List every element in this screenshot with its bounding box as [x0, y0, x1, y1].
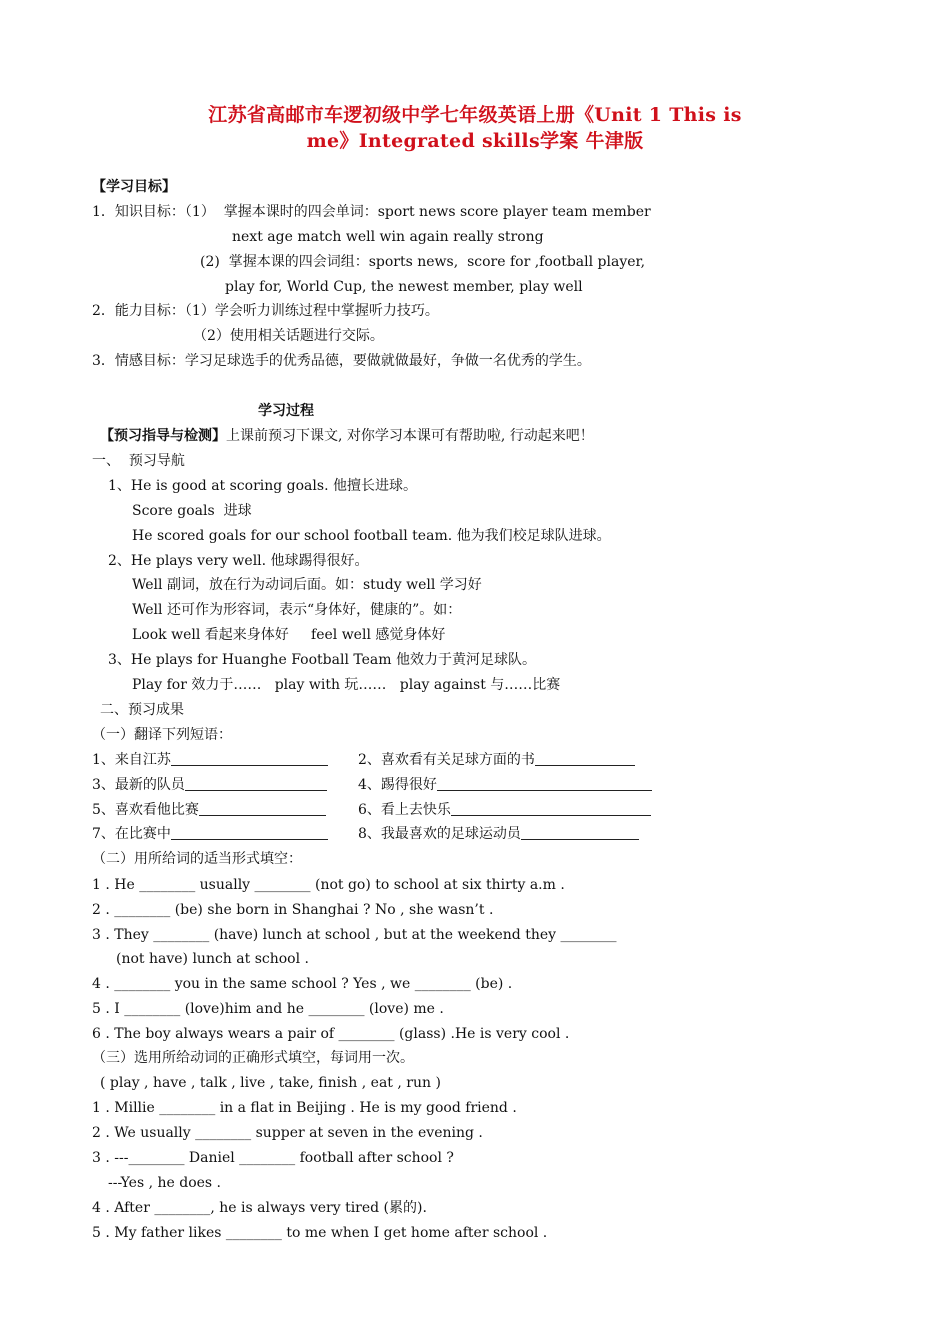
phrase-label: 2、喜欢看有关足球方面的书	[358, 752, 535, 768]
phrase-item	[358, 776, 652, 794]
phrase-item	[92, 801, 326, 819]
exercise-line: 2 . ________ (be) she born in Shanghai ? No , she wasn’t .	[92, 902, 494, 918]
exercise-line: 4 . ________ you in the same school ? Yes , we ________ (be) .	[92, 976, 513, 992]
answer-blank[interactable]	[437, 776, 652, 791]
answer-blank[interactable]	[521, 825, 639, 840]
exercise-line: 3 . ---________ Daniel ________ football after school ?	[92, 1150, 454, 1166]
exercise-line: 1 . He ________ usually ________ (not go) to school at six thirty a.m .	[92, 877, 565, 893]
objective-ability-2: （2）使用相关话题进行交际。	[193, 328, 384, 344]
part3-heading: （三）选用所给动词的正确形式填空，每词用一次。	[92, 1050, 414, 1066]
preview-guide-line	[100, 427, 594, 445]
phrase-item	[358, 825, 639, 843]
nav-item: He scored goals for our school football team. 他为我们校足球队进球。	[132, 528, 611, 544]
part2-heading: （二）用所给词的适当形式填空：	[92, 851, 302, 867]
objective-knowledge-2: (2) 掌握本课的四会词组：sports news, score for ,football player,	[200, 254, 646, 270]
nav-item: Play for 效力于…… play with 玩…… play against 与……比赛	[132, 677, 561, 693]
nav-item: Well 副词，放在行为动词后面。如：study well 学习好	[132, 577, 482, 593]
objective-knowledge-1: 1．知识目标：（1） 掌握本课时的四会单词：sport news score player team member	[92, 204, 651, 220]
objective-emotion: 3．情感目标：学习足球选手的优秀品德，要做就做最好，争做一名优秀的学生。	[92, 353, 591, 369]
exercise-text: 3 . They ________ (have) lunch at school , but at the weekend they	[92, 927, 557, 943]
phrase-item	[92, 776, 327, 794]
phrase-label: 3、最新的队员	[92, 777, 185, 793]
preview-guide-heading: 【预习指导与检测】	[100, 428, 226, 444]
nav-item: 3、He plays for Huanghe Football Team 他效力于黄河足球队。	[108, 652, 536, 668]
phrase-item	[358, 751, 635, 769]
process-heading: 学习过程	[258, 403, 314, 419]
answer-blank[interactable]	[185, 776, 327, 791]
objective-ability-1: 2．能力目标：（1）学会听力训练过程中掌握听力技巧。	[92, 303, 439, 319]
objective-knowledge-2-cont: play for, World Cup, the newest member, play well	[225, 279, 583, 295]
exercise-line: 1 . Millie ________ in a flat in Beijing . He is my good friend .	[92, 1100, 517, 1116]
preview-nav-heading: 一、 预习导航	[92, 453, 185, 469]
nav-item: 1、He is good at scoring goals. 他擅长进球。	[108, 478, 417, 494]
document-title-line-1: 江苏省高邮市车逻初级中学七年级英语上册《Unit 1 This is	[208, 104, 742, 126]
exercise-line	[92, 926, 617, 944]
exercise-line: 5 . My father likes ________ to me when I get home after school .	[92, 1225, 548, 1241]
phrase-label: 7、在比赛中	[92, 826, 171, 842]
part3-word-bank: ( play , have , talk , live , take, finish , eat , run )	[100, 1075, 441, 1091]
nav-item: Look well 看起来身体好 feel well 感觉身体好	[132, 627, 446, 643]
phrase-label: 1、来自江苏	[92, 752, 171, 768]
answer-blank[interactable]	[199, 801, 326, 816]
phrase-label: 4、踢得很好	[358, 777, 437, 793]
answer-blank[interactable]: ________	[560, 927, 617, 943]
exercise-line: 5 . I ________ (love)him and he ________ (love) me .	[92, 1001, 444, 1017]
exercise-line: (not have) lunch at school .	[116, 951, 309, 967]
document-title-line-2: me》Integrated skills学案 牛津版	[306, 130, 644, 152]
part1-heading: （一）翻译下列短语：	[92, 727, 232, 743]
phrase-item	[358, 801, 651, 819]
exercise-line: 4 . After ________, he is always very tired (累的).	[92, 1200, 427, 1216]
preview-guide-text: 上课前预习下课文, 对你学习本课可有帮助啦, 行动起来吧！	[226, 428, 594, 444]
exercise-line: 6 . The boy always wears a pair of ________ (glass) .He is very cool .	[92, 1026, 570, 1042]
answer-blank[interactable]	[535, 751, 635, 766]
phrase-item	[92, 825, 328, 843]
nav-item: Well 还可作为形容词，表示“身体好，健康的”。如：	[132, 602, 462, 618]
results-heading: 二、预习成果	[100, 702, 184, 718]
answer-blank[interactable]	[171, 825, 328, 840]
objective-knowledge-1-cont: next age match well win again really strong	[232, 229, 544, 245]
phrase-label: 6、看上去快乐	[358, 802, 451, 818]
phrase-item	[92, 751, 328, 769]
answer-blank[interactable]	[171, 751, 328, 766]
phrase-label: 5、喜欢看他比赛	[92, 802, 199, 818]
objectives-heading: 【学习目标】	[92, 179, 176, 195]
answer-blank[interactable]	[451, 801, 651, 816]
phrase-label: 8、我最喜欢的足球运动员	[358, 826, 521, 842]
exercise-line: ---Yes , he does .	[108, 1175, 222, 1191]
nav-item: 2、He plays very well. 他球踢得很好。	[108, 553, 369, 569]
exercise-line: 2 . We usually ________ supper at seven in the evening .	[92, 1125, 483, 1141]
nav-item: Score goals 进球	[132, 503, 252, 519]
